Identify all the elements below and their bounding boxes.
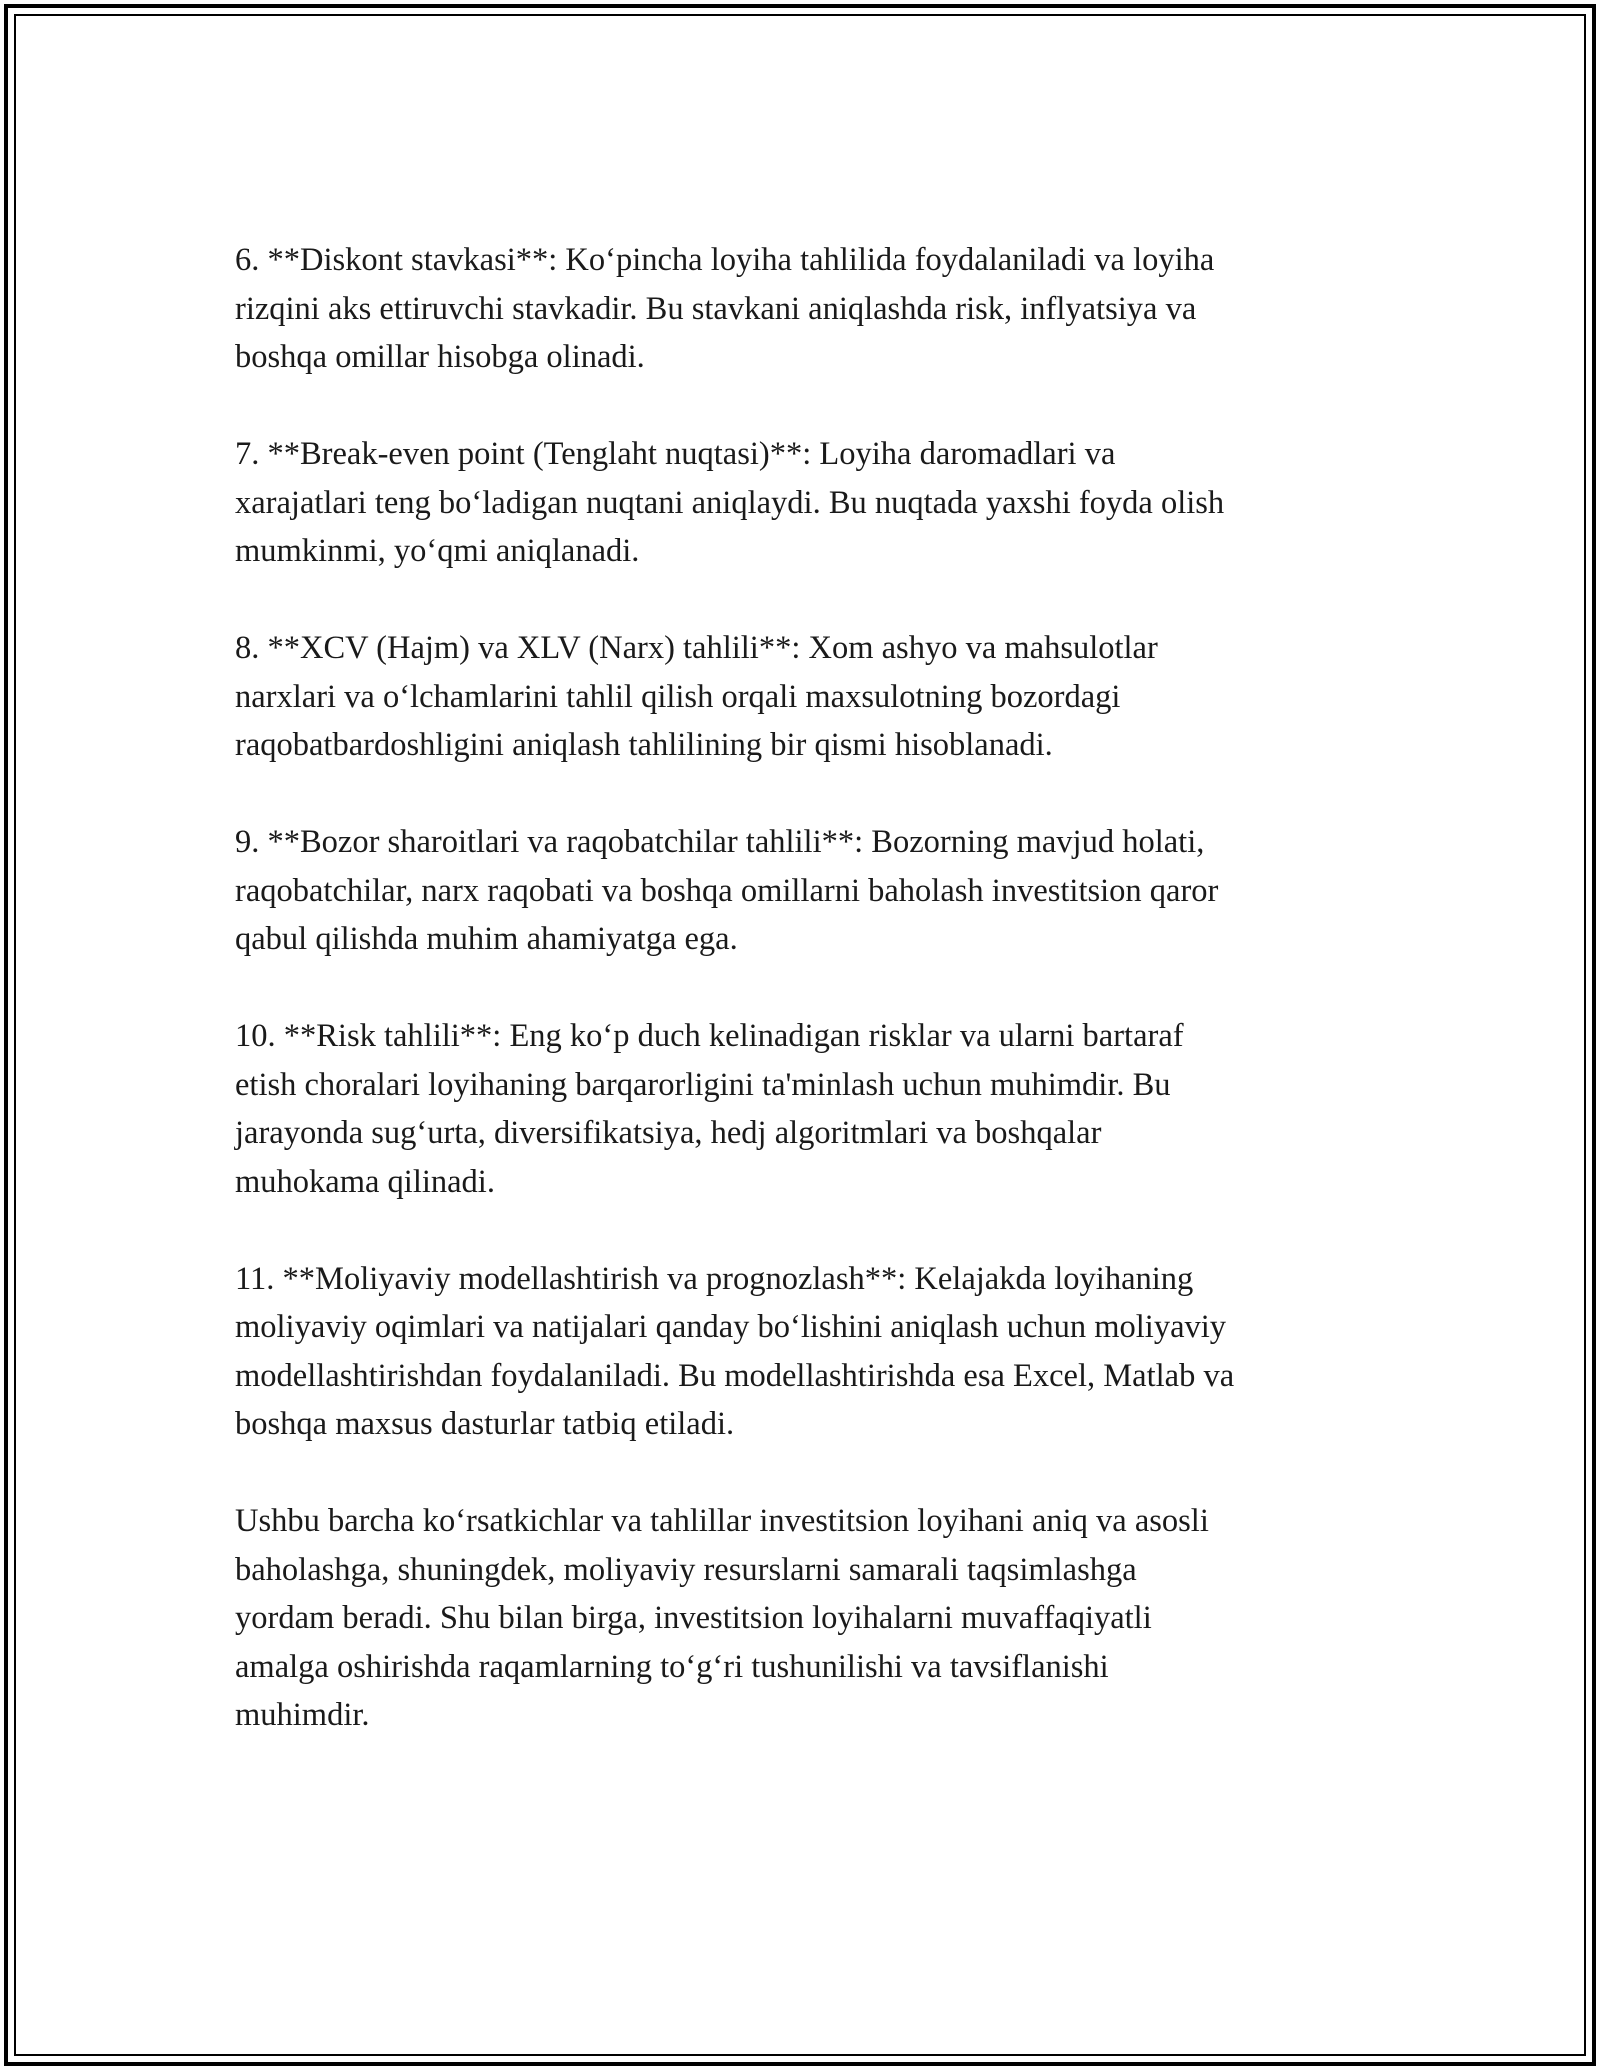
paragraph-bozor-sharoitlari: 9. **Bozor sharoitlari va raqobatchilar tahlili**: Bozorning mavjud holati, raqobatchilar, narx raqobati va boshqa omillarni baholash investitsion qaror qabul qilishda muhim ahamiyatga ega. — [235, 824, 1219, 957]
document-body — [235, 236, 1385, 1740]
paragraph-risk-tahlili: 10. **Risk tahlili**: Eng ko‘p duch kelinadigan risklar va ularni bartaraf etish choralari loyihaning barqarorligini ta'minlash uchun muhimdir. Bu jarayonda sug‘urta, diversifikatsiya, hedj algoritmlari va boshqalar muhokama qilinadi. — [235, 1018, 1184, 1200]
paragraph-break-even-point: 7. **Break-even point (Tenglaht nuqtasi)**: Loyiha daromadlari va xarajatlari teng bo‘ladigan nuqtani aniqlaydi. Bu nuqtada yaxshi foyda olish mumkinmi, yo‘qmi aniqlanadi. — [235, 436, 1225, 569]
paragraph-xcv-xlv-tahlili: 8. **XCV (Hajm) va XLV (Narx) tahlili**: Xom ashyo va mahsulotlar narxlari va o‘lchamlarini tahlil qilish orqali maxsulotning bozordagi raqobatbardoshligini aniqlash tahlilining bir qismi hisoblanadi. — [235, 630, 1158, 763]
paragraph-moliyaviy-modellashtirish: 11. **Moliyaviy modellashtirish va prognozlash**: Kelajakda loyihaning moliyaviy oqimlari va natijalari qanday bo‘lishini aniqlash uchun moliyaviy modellashtirishdan foydalaniladi. Bu modellashtirishda esa Excel, Matlab va boshqa maxsus dasturlar tatbiq etiladi. — [235, 1260, 1235, 1442]
paragraph-conclusion: Ushbu barcha ko‘rsatkichlar va tahlillar investitsion loyihani aniq va asosli baholashga, shuningdek, moliyaviy resurslarni samarali taqsimlashga yordam beradi. Shu bilan birga, investitsion loyihalarni muvaffaqiyatli amalga oshirishda raqamlarning to‘g‘ri tushunilishi va tavsiflanishi muhimdir. — [235, 1503, 1209, 1733]
paragraph-diskont-stavkasi: 6. **Diskont stavkasi**: Ko‘pincha loyiha tahlilida foydalaniladi va loyiha rizqini aks ettiruvchi stavkadir. Bu stavkani aniqlashda risk, inflyatsiya va boshqa omillar hisobga olinadi. — [235, 242, 1215, 375]
